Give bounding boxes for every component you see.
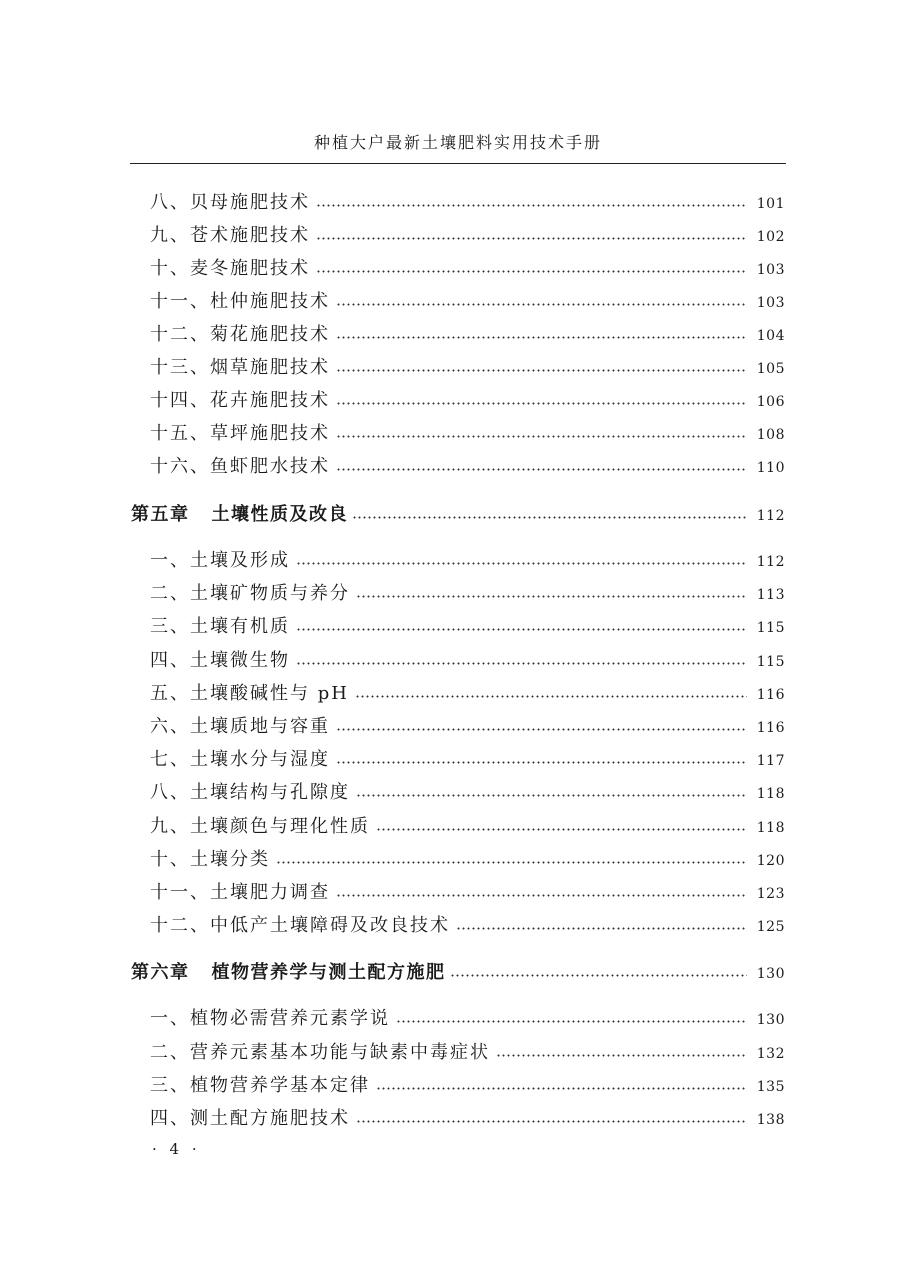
toc-page-number: 123 [756, 886, 785, 902]
toc-chapter-number: 第六章 [131, 962, 190, 983]
dot-leader [376, 1087, 747, 1090]
toc-page-number: 103 [756, 262, 785, 278]
toc-entry-row [150, 679, 785, 703]
toc-entry-row [150, 254, 785, 278]
toc-page-number: 110 [756, 460, 785, 476]
toc-entry-row [150, 353, 785, 377]
toc-page-number: 108 [756, 427, 785, 443]
toc-page-number: 101 [756, 196, 785, 212]
toc-entry-label: 六、土壤质地与容重 [150, 716, 330, 737]
dot-leader [356, 595, 747, 598]
toc-page-number: 135 [756, 1079, 785, 1095]
dot-leader [336, 894, 747, 897]
dot-leader [336, 369, 747, 372]
toc-entry-row [150, 221, 785, 245]
toc-entry-row [150, 1104, 785, 1128]
toc-chapter-row [131, 958, 785, 982]
toc-chapter-label: 土壤性质及改良 [211, 504, 348, 525]
dot-leader [336, 303, 747, 306]
toc-chapter-row [131, 500, 785, 524]
toc-entry-row [150, 712, 785, 736]
dot-leader [336, 402, 747, 405]
dot-leader [316, 237, 747, 240]
toc-entry-label: 一、土壤及形成 [150, 550, 290, 571]
toc-entry-row [150, 812, 785, 836]
dot-leader [355, 695, 747, 698]
toc-page-number: 116 [756, 687, 785, 703]
dot-leader [336, 435, 747, 438]
dot-leader [352, 516, 747, 519]
toc-page-number: 118 [756, 786, 785, 802]
toc-entry-label: 九、土壤颜色与理化性质 [150, 816, 370, 837]
running-head: 种植大户最新土壤肥料实用技术手册 [313, 133, 602, 152]
toc-page-number: 106 [756, 394, 785, 410]
toc-page-number: 120 [756, 853, 785, 869]
toc-entry-label: 五、土壤酸碱性与 pH [150, 683, 349, 704]
toc-chapter-number: 第五章 [131, 504, 190, 525]
toc-entry-row [150, 579, 785, 603]
toc-entry-label: 十一、土壤肥力调查 [150, 882, 330, 903]
toc-entry-row [150, 188, 785, 212]
toc-entry-label: 十五、草坪施肥技术 [150, 423, 330, 444]
toc-entry-row [150, 386, 785, 410]
dot-leader [496, 1054, 747, 1057]
toc-page-number: 130 [756, 1012, 785, 1028]
toc-chapter-label: 植物营养学与测土配方施肥 [211, 962, 446, 983]
dot-leader [316, 204, 747, 207]
toc-entry-label: 八、贝母施肥技术 [150, 192, 310, 213]
toc-entry-row [150, 745, 785, 769]
dot-leader [450, 974, 748, 977]
toc-entry-row [150, 419, 785, 443]
dot-leader [456, 927, 747, 930]
dot-leader [336, 336, 747, 339]
toc-chapter-title [131, 958, 446, 984]
toc-entry-label: 十一、杜仲施肥技术 [150, 291, 330, 312]
toc-entry-label: 十四、花卉施肥技术 [150, 390, 330, 411]
dot-leader [296, 562, 747, 565]
dot-leader [296, 628, 747, 631]
toc-entry-label: 八、土壤结构与孔隙度 [150, 782, 350, 803]
toc-page-number: 113 [756, 587, 785, 603]
toc-entry-row [150, 878, 785, 902]
toc-entry-label: 二、营养元素基本功能与缺素中毒症状 [150, 1042, 490, 1063]
toc-entry-row [150, 287, 785, 311]
toc-page-number: 102 [756, 229, 785, 245]
toc-page-number: 132 [756, 1046, 785, 1062]
toc-entry-row [150, 320, 785, 344]
toc-entry-row [150, 845, 785, 869]
dot-leader [396, 1020, 747, 1023]
toc-page-number: 105 [756, 361, 785, 377]
toc-chapter-title [131, 500, 348, 526]
toc-page-number: 112 [756, 508, 785, 524]
toc-entry-label: 十、土壤分类 [150, 849, 270, 870]
toc-entry-label: 四、土壤微生物 [150, 650, 290, 671]
toc-entry-row [150, 911, 785, 935]
toc-entry-label: 三、土壤有机质 [150, 616, 290, 637]
toc-page-number: 138 [756, 1112, 785, 1128]
toc-entry-label: 三、植物营养学基本定律 [150, 1075, 370, 1096]
toc-page-number: 104 [756, 328, 785, 344]
dot-leader [316, 270, 747, 273]
dot-leader [356, 794, 747, 797]
toc-page-number: 116 [756, 720, 785, 736]
dot-leader [296, 662, 747, 665]
toc-entry-label: 七、土壤水分与湿度 [150, 749, 330, 770]
toc-entry-row [150, 1004, 785, 1028]
toc-entry-row [150, 1038, 785, 1062]
toc-page-number: 112 [756, 554, 785, 570]
dot-leader [336, 728, 747, 731]
toc-entry-row [150, 778, 785, 802]
toc-page-number: 118 [756, 820, 785, 836]
toc-page-number: 103 [756, 295, 785, 311]
toc-entry-row [150, 452, 785, 476]
toc-entry-label: 四、测土配方施肥技术 [150, 1108, 350, 1129]
toc-page-number: 125 [756, 919, 785, 935]
toc-entry-row [150, 612, 785, 636]
toc-entry-label: 十二、菊花施肥技术 [150, 324, 330, 345]
toc-entry-label: 十、麦冬施肥技术 [150, 258, 310, 279]
dot-leader [276, 861, 747, 864]
toc-entry-label: 一、植物必需营养元素学说 [150, 1008, 390, 1029]
toc-page-number: 130 [756, 966, 785, 982]
dot-leader [336, 468, 747, 471]
toc-entry-row [150, 646, 785, 670]
toc-entry-label: 十六、鱼虾肥水技术 [150, 456, 330, 477]
toc-entry-label: 二、土壤矿物质与养分 [150, 583, 350, 604]
toc-entry-label: 九、苍术施肥技术 [150, 225, 310, 246]
toc-entry-row [150, 1071, 785, 1095]
toc-page-number: 115 [756, 620, 785, 636]
toc-entry-label: 十三、烟草施肥技术 [150, 357, 330, 378]
dot-leader [336, 761, 747, 764]
dot-leader [376, 828, 747, 831]
toc-page-number: 115 [756, 654, 785, 670]
page-folio: · 4 · [152, 1140, 201, 1158]
dot-leader [356, 1120, 747, 1123]
toc-entry-label: 十二、中低产土壤障碍及改良技术 [150, 915, 450, 936]
toc-page-number: 117 [756, 753, 785, 769]
toc-entry-row [150, 546, 785, 570]
